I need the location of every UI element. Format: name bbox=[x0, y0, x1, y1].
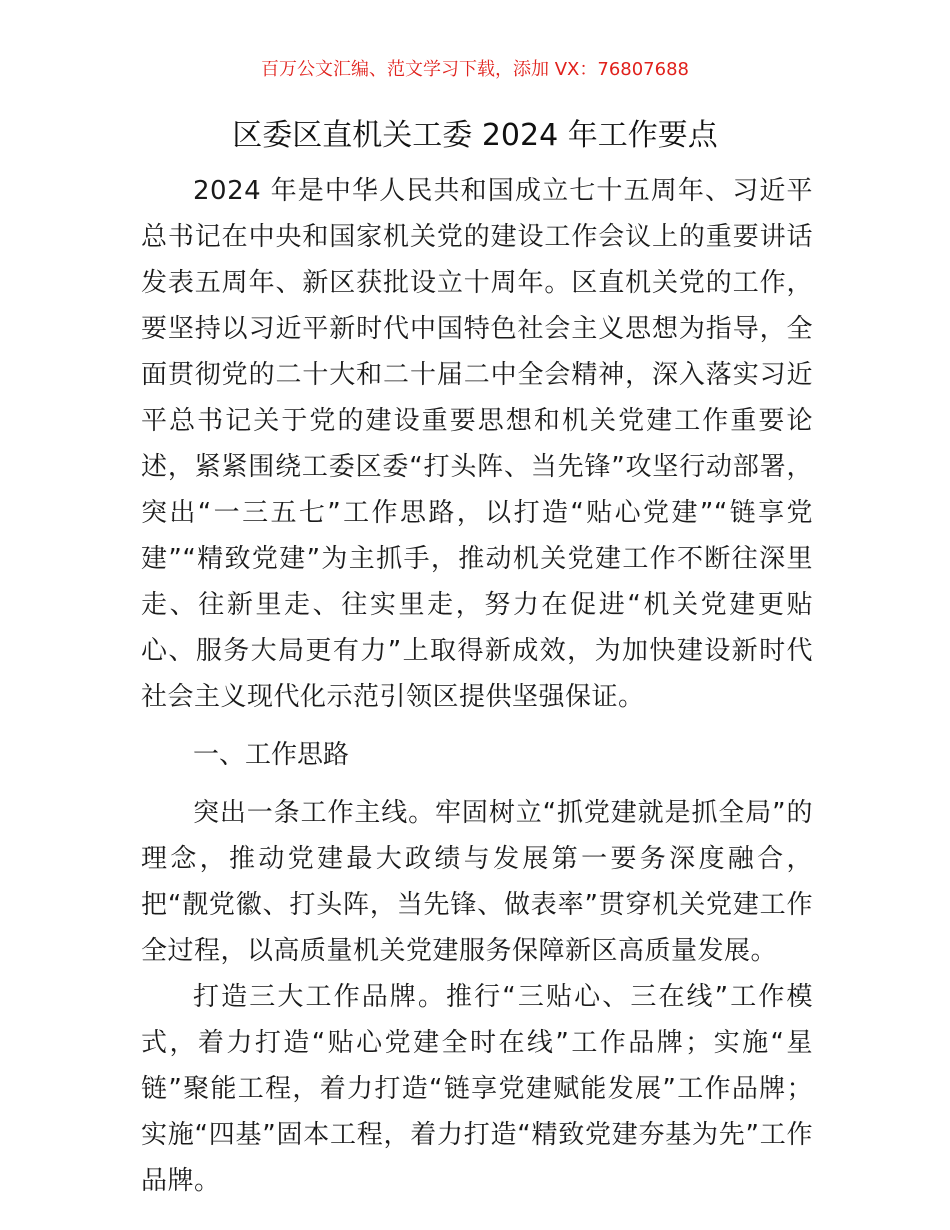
intro-paragraph: 2024 年是中华人民共和国成立七十五周年、习近平总书记在中央和国家机关党的建设工作会议上的重要讲话发表五周年、新区获批设立十周年。区直机关党的工作，要坚持以习近平新时代中国特色社会主义思想为指导，全面贯彻党的二十大和二十届二中全会精神，深入落实习近平总书记关于党的建设重要思想和机关党建工作重要论述，紧紧围绕工委区委“打头阵、当先锋”攻坚行动部署，突出“一三五七”工作思路，以打造“贴心党建”“链享党建”“精致党建”为主抓手，推动机关党建工作不断往深里走、往新里走、往实里走，努力在促进“机关党建更贴心、服务大局更有力”上取得新成效，为加快建设新时代社会主义现代化示范引领区提供坚强保证。 bbox=[141, 176, 813, 712]
document-body bbox=[141, 168, 813, 1204]
watermark-header: 百万公文汇编、范文学习下载，添加 VX：76807688 bbox=[261, 59, 689, 80]
brands-paragraph: 打造三大工作品牌。推行“三贴心、三在线”工作模式，着力打造“贴心党建全时在线”工作品牌；实施“星链”聚能工程，着力打造“链享党建赋能发展”工作品牌；实施“四基”固本工程，着力打造“精致党建夯基为先”工作品牌。 bbox=[141, 982, 813, 1196]
document-title: 区委区直机关工委 2024 年工作要点 bbox=[232, 118, 718, 153]
section-heading: 一、工作思路 bbox=[193, 740, 350, 770]
mainline-paragraph: 突出一条工作主线。牢固树立“抓党建就是抓全局”的理念，推动党建最大政绩与发展第一要务深度融合，把“靓党徽、打头阵，当先锋、做表率”贯穿机关党建工作全过程，以高质量机关党建服务保障新区高质量发展。 bbox=[141, 798, 813, 966]
